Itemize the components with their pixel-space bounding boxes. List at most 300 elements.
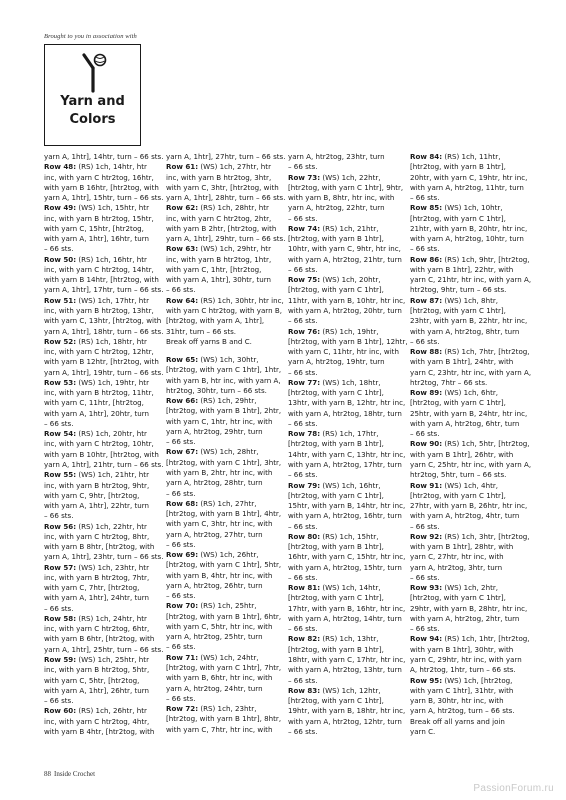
pattern-line (166, 550, 284, 560)
instruction-text: inc, with yarn C htr2tog, 8htr, (44, 531, 150, 541)
pattern-line (44, 368, 162, 378)
instruction-text: 16htr, with yarn C, 15htr, htr inc, (288, 552, 406, 562)
row-label: Row 49: (44, 203, 77, 213)
pattern-line (166, 684, 284, 694)
pattern-line (166, 296, 284, 306)
pattern-line (288, 645, 406, 655)
pattern-line (44, 244, 162, 254)
instruction-text: yarn A, 1htr], 29htr, turn – 66 sts. (166, 234, 286, 244)
instruction-text: with yarn C, 11htr, [htr2tog, (44, 398, 144, 408)
pattern-line (44, 706, 162, 716)
pattern-line (410, 511, 528, 521)
instruction-text: [htr2tog, with yarn B 1htr], 6htr, (166, 611, 282, 621)
pattern-line (288, 214, 406, 224)
instruction-text: with yarn B 1htr], 30htr, with (410, 644, 514, 654)
instruction-text: yarn A, htr2tog, 26htr, turn (166, 580, 263, 590)
instruction-text: inc, with yarn B htr2tog, 11htr, (44, 388, 154, 398)
pattern-line (44, 593, 162, 603)
instruction-text: – 66 sts. (44, 418, 74, 428)
instruction-text: (RS) 1ch, 23htr, (198, 704, 257, 714)
instruction-text: inc, with yarn C htr2tog, 12htr, (44, 347, 154, 357)
instruction-text: (WS) 1ch, 30htr, (198, 355, 259, 365)
instruction-text: – 66 sts. (166, 591, 196, 601)
row-label: Row 81: (288, 583, 321, 593)
instruction-text: with yarn A, htr2tog, 13htr, turn (288, 665, 402, 675)
pattern-line (44, 491, 162, 501)
pattern-line (288, 419, 406, 429)
pattern-line (166, 275, 284, 285)
row-label: Row 78: (288, 429, 321, 439)
instruction-text: (WS) 1ch, 27htr, htr (198, 162, 271, 172)
pattern-line (410, 214, 528, 224)
instruction-text: (RS) 1ch, 3htr, [htr2tog, (442, 531, 530, 541)
row-label: Row 58: (44, 613, 77, 623)
instruction-text: with yarn A, htr2tog, 11htr, turn (410, 182, 524, 192)
instruction-text: inc, with yarn B htr2tog, 1htr, (166, 254, 272, 264)
row-label: Row 94: (410, 634, 443, 644)
pattern-line (166, 468, 284, 478)
row-label: Row 75: (288, 275, 321, 285)
row-label: Row 67: (166, 447, 199, 457)
instruction-text: – 66 sts. (166, 693, 196, 703)
pattern-line (288, 296, 406, 306)
row-label: Row 83: (288, 685, 321, 695)
pattern-line (44, 398, 162, 408)
pattern-line (410, 645, 528, 655)
instruction-text: inc, with yarn B htr2tog, 7htr, (44, 572, 150, 582)
pattern-line (410, 193, 528, 203)
instruction-text: [htr2tog, with yarn C 1htr], 1htr, (166, 365, 282, 375)
pattern-line (410, 173, 528, 183)
pattern-line (288, 306, 406, 316)
instruction-text: with yarn A, 1htr], 20htr, turn (44, 408, 150, 418)
instruction-text: with yarn C, 1htr, htr inc, with (166, 416, 273, 426)
pattern-line (288, 511, 406, 521)
pattern-line (166, 193, 284, 203)
instruction-text: – 66 sts. (288, 264, 318, 274)
instruction-text: with yarn C, 1htr, [htr2tog, (166, 264, 262, 274)
pattern-line (288, 532, 406, 542)
instruction-text: (RS) 1ch, 24htr, htr (76, 613, 147, 623)
instruction-text: (WS) 1ch, 22htr, (320, 172, 381, 182)
instruction-text: with yarn C, 5htr, [htr2tog, (44, 675, 140, 685)
pattern-line (166, 560, 284, 570)
pattern-line (288, 152, 406, 162)
pattern-line (288, 255, 406, 265)
pattern-line (288, 316, 406, 326)
row-label: Row 86: (410, 254, 443, 264)
instruction-text: with yarn A, 1htr], 16htr, turn (44, 234, 150, 244)
pattern-line (44, 470, 162, 480)
pattern-line (410, 706, 528, 716)
instruction-text: with yarn B 10htr, [htr2tog, with (44, 449, 159, 459)
instruction-text: 10htr, with yarn C, 9htr, htr inc, (288, 244, 401, 254)
instruction-text: [htr2tog, with yarn C 1htr], (288, 593, 384, 603)
instruction-text: [htr2tog, with yarn C 1htr], (410, 593, 506, 603)
instruction-text: inc, with yarn C htr2tog, 4htr, (44, 716, 150, 726)
pattern-line (44, 552, 162, 562)
pattern-line (288, 491, 406, 501)
pattern-line (288, 173, 406, 183)
row-label: Row 62: (166, 203, 199, 213)
instruction-text: yarn C, 21htr, htr inc, with yarn A, (410, 275, 532, 285)
row-label: Row 54: (44, 429, 77, 439)
pattern-line (410, 367, 532, 378)
instruction-text: with yarn A, 1htr], 24htr, turn (44, 593, 150, 603)
pattern-line (288, 542, 406, 552)
row-label: Row 93: (410, 583, 443, 593)
pattern-line (410, 234, 528, 244)
pattern-line (288, 573, 406, 583)
pattern-line (44, 634, 162, 644)
yarn-logo-icon (81, 53, 107, 93)
pattern-line (288, 337, 406, 347)
pattern-line (288, 244, 406, 254)
pattern-line (44, 337, 162, 347)
pattern-line (166, 224, 284, 234)
instruction-text: yarn A, 1htr], 15htr, turn – 66 sts. (44, 193, 164, 203)
pattern-line (44, 409, 162, 419)
instruction-text: yarn A, htr2tog, 23htr, turn (288, 152, 385, 161)
instruction-text: inc, with yarn C htr2tog, 6htr, (44, 624, 150, 634)
instruction-text: htr2tog, 9htr, turn – 66 sts. (410, 285, 507, 295)
pattern-line (410, 717, 528, 727)
instruction-text: yarn A, htr2tog, 3htr, turn (410, 562, 503, 572)
pattern-line (44, 439, 162, 449)
pattern-line (410, 265, 528, 275)
instruction-text: yarn A, 1htr], 25htr, turn – 66 sts. (44, 644, 164, 654)
pattern-line (166, 653, 284, 663)
instruction-text: inc, with yarn B htr2tog, 3htr, (166, 172, 272, 182)
pattern-line (44, 727, 162, 737)
instruction-text: Break off yarns B and C. (166, 336, 252, 346)
instruction-text: (RS) 1ch, 17htr, (320, 429, 379, 439)
instruction-text: 11htr, with yarn B, 10htr, htr inc, (288, 295, 406, 305)
instruction-text: with yarn A, htr2tog, 20htr, turn (288, 305, 402, 315)
pattern-line (166, 396, 284, 406)
instruction-text: (RS) 1ch, 27htr, (198, 498, 257, 508)
pattern-line (166, 327, 284, 337)
pattern-line (288, 193, 406, 203)
instruction-text: inc, with yarn C htr2tog, 16htr, (44, 172, 154, 182)
pattern-line (410, 275, 532, 285)
instruction-text: yarn A, 1htr], 27htr, turn – 66 sts. (166, 152, 286, 161)
row-label: Row 82: (288, 634, 321, 644)
row-label: Row 68: (166, 498, 199, 508)
magazine-name: Inside Crochet (54, 770, 96, 778)
instruction-text: [htr2tog, with yarn C 1htr], (288, 696, 384, 706)
row-label: Row 87: (410, 295, 443, 305)
pattern-line (288, 265, 406, 275)
instruction-text: with yarn A, 1htr], 30htr, turn (166, 275, 272, 285)
instruction-text: – 66 sts. (410, 572, 440, 582)
instruction-text: with yarn B 6htr, [htr2tog, with (44, 634, 155, 644)
instruction-text: (RS) 1ch, 28htr, htr (198, 203, 269, 213)
instruction-text: with yarn C 1htr], 31htr, with (410, 685, 514, 695)
pattern-line (288, 583, 406, 593)
instruction-text: 29htr, with yarn B, 28htr, htr inc, (410, 603, 528, 613)
pattern-line (44, 388, 162, 398)
instruction-text: – 66 sts. (410, 521, 440, 531)
row-label: Row 84: (410, 152, 443, 161)
instruction-text: – 66 sts. (410, 193, 440, 203)
instruction-text: (RS) 1ch, 25htr, (198, 601, 257, 611)
instruction-text: yarn A, 1htr], 21htr, turn – 66 sts. (44, 459, 164, 469)
pattern-line (288, 604, 406, 614)
pattern-line (288, 522, 406, 532)
pattern-line (44, 224, 162, 234)
instruction-text: (WS) 1ch, 24htr, (198, 652, 259, 662)
row-label: Row 61: (166, 162, 199, 172)
pattern-line (288, 593, 406, 603)
pattern-line (44, 183, 162, 193)
pattern-line (410, 552, 528, 562)
instruction-text: (WS) 1ch, 4htr, (442, 480, 499, 490)
instruction-text: [htr2tog, with yarn B 1htr], 8htr, (166, 714, 282, 724)
instruction-text: with yarn C, 7htr, htr inc, with (166, 724, 273, 734)
pattern-line (44, 460, 162, 470)
pattern-line (44, 193, 162, 203)
pattern-line (44, 296, 162, 306)
pattern-line (288, 563, 406, 573)
pattern-line (166, 642, 284, 652)
pattern-line (166, 571, 284, 581)
instruction-text: yarn A, htr2tog, 22htr, turn (288, 203, 385, 213)
yarn-and-colors-logo (44, 44, 141, 146)
instruction-text: with yarn B, 8htr, htr inc, with (288, 193, 395, 203)
pattern-line (166, 162, 284, 172)
instruction-text: (WS) 1ch, 19htr, htr (76, 377, 149, 387)
instruction-text: (RS) 1ch, 13htr, (320, 634, 379, 644)
pattern-line (166, 183, 284, 193)
pattern-line (44, 624, 162, 634)
instruction-text: (WS) 1ch, 2htr, (442, 583, 499, 593)
instruction-text: htr2tog, 5htr, turn – 66 sts. (410, 470, 507, 480)
pattern-line (44, 255, 162, 265)
pattern-line (44, 532, 162, 542)
instruction-text: with yarn B 1htr], 26htr, with (410, 449, 514, 459)
pattern-line (410, 532, 528, 542)
pattern-line (410, 255, 528, 265)
pattern-line (288, 439, 406, 449)
pattern-line (288, 203, 406, 213)
pattern-line (44, 306, 162, 316)
instruction-text: – 66 sts. (166, 642, 196, 652)
pattern-line (410, 316, 528, 326)
instruction-text: – 66 sts. (288, 418, 318, 428)
pattern-line (44, 676, 162, 686)
row-label: Row 64: (166, 295, 199, 305)
instruction-text: with yarn B, 6htr, htr inc, with (166, 673, 273, 683)
instruction-text: [htr2tog, with yarn B 1htr], (288, 644, 384, 654)
pattern-line (44, 429, 162, 439)
instruction-text: – 66 sts. (410, 244, 440, 254)
pattern-line (166, 337, 284, 347)
instruction-text: [htr2tog, with yarn C 1htr], (288, 490, 384, 500)
pattern-line (44, 265, 162, 275)
instruction-text: (RS) 1ch, 7htr, [htr2tog, (442, 347, 530, 357)
pattern-line (410, 337, 528, 347)
instruction-text: [htr2tog, with yarn C 1htr], (410, 213, 506, 223)
instruction-text: 20htr, with yarn C, 19htr, htr inc, (410, 172, 528, 182)
row-label: Row 59: (44, 655, 77, 665)
instruction-text: inc, with yarn B htr2tog, 9htr, (44, 480, 150, 490)
instruction-text: (WS) 1ch, 15htr, htr (76, 203, 149, 213)
instruction-text: with yarn B 1htr], 22htr, with (410, 264, 514, 274)
pattern-line (410, 450, 528, 460)
pattern-line (288, 717, 406, 727)
pattern-line (410, 285, 528, 295)
instruction-text: with yarn B 12htr, [htr2tog, with (44, 357, 159, 367)
instruction-text: – 66 sts. (288, 367, 318, 377)
instruction-text: with yarn C, 11htr, htr inc, with (288, 347, 399, 357)
instruction-text: yarn C, 29htr, htr inc, with yarn (410, 655, 522, 665)
pattern-line (166, 530, 284, 540)
instruction-text: – 66 sts. (44, 603, 74, 613)
instruction-text: with yarn B 14htr, [htr2tog, with (44, 275, 159, 285)
pattern-line (410, 573, 528, 583)
instruction-text: with yarn B 16htr, [htr2tog, with (44, 182, 159, 192)
instruction-text: – 66 sts. (288, 675, 318, 685)
pattern-line (288, 409, 406, 419)
pattern-line (410, 491, 528, 501)
pattern-line (410, 296, 528, 306)
pattern-line (166, 173, 284, 183)
pattern-line (44, 152, 162, 162)
instruction-text: – 66 sts. (44, 511, 74, 521)
pattern-line (288, 398, 406, 408)
instruction-text: with yarn C, 13htr, [htr2tog, with (44, 316, 162, 326)
instruction-text: [htr2tog, with yarn C 1htr], 9htr, (288, 182, 404, 192)
pattern-line (166, 704, 284, 714)
instruction-text: with yarn C, 3htr, [htr2tog, with (166, 182, 279, 192)
pattern-line (44, 450, 162, 460)
row-label: Row 53: (44, 377, 77, 387)
instruction-text: – 66 sts. (410, 336, 440, 346)
instruction-text: [htr2tog, with yarn B 1htr], 4htr, (166, 509, 282, 519)
pattern-column-2 (166, 152, 284, 735)
row-label: Row 51: (44, 295, 77, 305)
instruction-text: [htr2tog, with yarn B 1htr], (410, 162, 506, 172)
instruction-text: [htr2tog, with yarn C 1htr], 5htr, (166, 560, 282, 570)
row-label: Row 56: (44, 521, 77, 531)
pattern-line (166, 673, 284, 683)
pattern-line (410, 347, 528, 357)
pattern-line (44, 696, 162, 706)
pattern-line (44, 717, 162, 727)
pattern-line (166, 306, 284, 316)
instruction-text: [htr2tog, with yarn C 1htr], 3htr, (166, 457, 282, 467)
instruction-text: yarn A, 1htr], 17htr, turn – 66 sts. (44, 285, 164, 295)
row-label: Row 71: (166, 652, 199, 662)
instruction-text: with yarn A, 1htr], 26htr, turn (44, 685, 150, 695)
pattern-line (166, 714, 284, 724)
pattern-line (166, 581, 284, 591)
row-label: Row 88: (410, 347, 443, 357)
row-label: Row 92: (410, 531, 443, 541)
pattern-line (44, 234, 162, 244)
instruction-text: (RS) 1ch, 11htr, (442, 152, 501, 161)
instruction-text: 15htr, with yarn B, 14htr, htr inc, (288, 501, 406, 511)
pattern-line (44, 285, 162, 295)
pattern-line (166, 632, 284, 642)
pattern-line (166, 509, 284, 519)
instruction-text: htr2tog, 7htr – 66 sts. (410, 377, 488, 387)
instruction-text: – 66 sts. (288, 470, 318, 480)
instruction-text: yarn A, 1htr], 19htr, turn – 66 sts. (44, 367, 164, 377)
row-label: Row 77: (288, 377, 321, 387)
page-footer (44, 770, 95, 778)
pattern-line (288, 634, 406, 644)
instruction-text: with yarn B 4htr, [htr2tog, with (44, 726, 155, 736)
instruction-text: – 66 sts. (166, 488, 196, 498)
instruction-text: (RS) 1ch, 29htr, (198, 396, 257, 406)
pattern-line (166, 725, 284, 735)
instruction-text: with yarn B, htr inc, with yarn A, (166, 375, 281, 385)
instruction-text: with yarn B 2htr, [htr2tog, with (166, 223, 277, 233)
pattern-line (166, 447, 284, 457)
pattern-line (288, 470, 406, 480)
instruction-text: – 66 sts. (44, 696, 74, 706)
instruction-text: with yarn A, htr2tog, 10htr, turn (410, 234, 524, 244)
row-label: Row 80: (288, 531, 321, 541)
instruction-text: (RS) 1ch, 30htr, htr inc, (198, 295, 284, 305)
instruction-text: yarn A, htr2tog, 24htr, turn (166, 683, 263, 693)
pattern-line (288, 162, 406, 172)
pattern-line (288, 429, 406, 439)
pattern-line (410, 624, 528, 634)
row-label: Row 50: (44, 254, 77, 264)
instruction-text: – 66 sts. (166, 285, 196, 295)
pattern-line (288, 347, 406, 357)
instruction-text: inc, with yarn B htr2tog, 13htr, (44, 305, 154, 315)
row-label: Row 74: (288, 223, 321, 233)
pattern-line (166, 365, 284, 375)
row-label: Row 85: (410, 203, 443, 213)
row-label: Row 72: (166, 704, 199, 714)
instruction-text: [htr2tog, with yarn B 1htr], (288, 439, 384, 449)
row-label: Row 76: (288, 326, 321, 336)
pattern-line (166, 489, 284, 499)
pattern-line (410, 398, 528, 408)
pattern-line (44, 501, 162, 511)
pattern-line (166, 285, 284, 295)
pattern-line (288, 368, 406, 378)
pattern-line (44, 378, 162, 388)
instruction-text: (WS) 1ch, 6htr, (442, 388, 499, 398)
instruction-text: with yarn B 1htr], 28htr, with (410, 542, 514, 552)
instruction-text: (RS) 1ch, 5htr, [htr2tog, (442, 439, 530, 449)
pattern-line (44, 275, 162, 285)
instruction-text: with yarn A, htr2tog, 2htr, turn (410, 613, 520, 623)
pattern-line (288, 378, 406, 388)
instruction-text: (RS) 1ch, 26htr, htr (76, 706, 147, 716)
instruction-text: with yarn C, 5htr, htr inc, with (166, 621, 273, 631)
instruction-text: yarn C, 25htr, htr inc, with yarn A, (410, 459, 532, 469)
pattern-line (166, 427, 284, 437)
pattern-line (410, 244, 528, 254)
pattern-line (288, 696, 406, 706)
instruction-text: yarn C, 27htr, htr inc, with (410, 552, 504, 562)
row-label: Row 91: (410, 480, 443, 490)
pattern-line (410, 378, 528, 388)
instruction-text: (RS) 1ch, 15htr, (320, 531, 379, 541)
pattern-line (410, 203, 528, 213)
logo-line-1: Yarn and (60, 94, 125, 109)
instruction-text: – 66 sts. (288, 726, 318, 736)
pattern-line (288, 183, 406, 193)
instruction-text: (WS) 1ch, 21htr, htr (76, 470, 149, 480)
